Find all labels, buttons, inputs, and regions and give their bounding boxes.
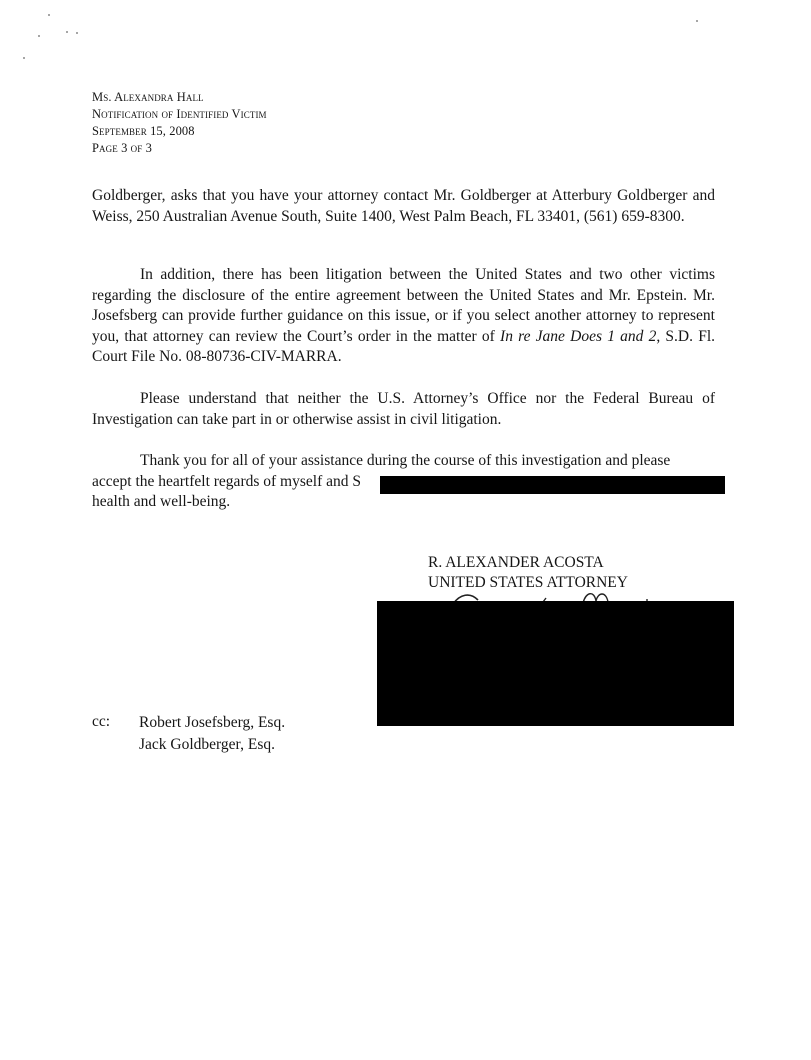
cc-label: cc: [92,713,111,730]
header-recipient: Ms. Alexandra Hall [92,90,204,104]
redaction-bar-inline [380,476,725,494]
paragraph-litigation-text: In addition, there has been litigation between the United States and two other victims regarding the disclosure of the entire agreement between the United States and Mr. Epstein. Mr. Josefsberg can provide further guidance on this issue, or if you select another attorney to represent you, that attorney can review the Court’s order in the matter of [92,266,715,345]
paragraph-thanks-line-2: accept the heartfelt regards of myself and S [92,472,361,490]
paragraph-thanks-line-1: Thank you for all of your assistance during the course of this investigation and please [140,452,671,469]
signatory-name: R. ALEXANDER ACOSTA [428,554,604,571]
header-page-number: Page 3 of 3 [92,141,152,155]
cc-list [139,712,285,756]
paragraph-civil-litigation-text: Please understand that neither the U.S. Attorney’s Office nor the Federal Bureau of Investigation can take part in or otherwise assist in civil litigation. [92,390,715,428]
paragraph-litigation-court-file: , S.D. Fl. Court File No. 08-80736-CIV-MARRA. [92,327,716,365]
redaction-block-signature [377,601,734,726]
paragraph-thanks-line-3: health and well-being. [92,493,231,510]
case-name: In re Jane Does 1 and 2 [500,327,657,345]
paragraph-litigation [92,265,715,368]
scan-speck [48,14,50,16]
scan-speck [76,32,78,34]
header-date: September 15, 2008 [92,124,195,138]
letter-header [92,89,267,157]
cc-recipient: Jack Goldberger, Esq. [139,736,275,753]
scan-speck [38,35,40,37]
header-subject: Notification of Identified Victim [92,107,267,121]
scan-speck [66,31,68,33]
paragraph-contact-attorney: Goldberger, asks that you have your attorney contact Mr. Goldberger at Atterbury Goldberger and Weiss, 250 Australian Avenue South, Suite 1400, West Palm Beach, FL 33401, (561) 659-8300. [92,187,715,225]
scan-speck [696,20,698,22]
signatory-title: UNITED STATES ATTORNEY [428,574,628,591]
cc-recipient: Robert Josefsberg, Esq. [139,714,286,731]
scan-speck [23,57,25,59]
signature-block [428,553,628,593]
paragraph-civil-litigation [92,389,715,430]
